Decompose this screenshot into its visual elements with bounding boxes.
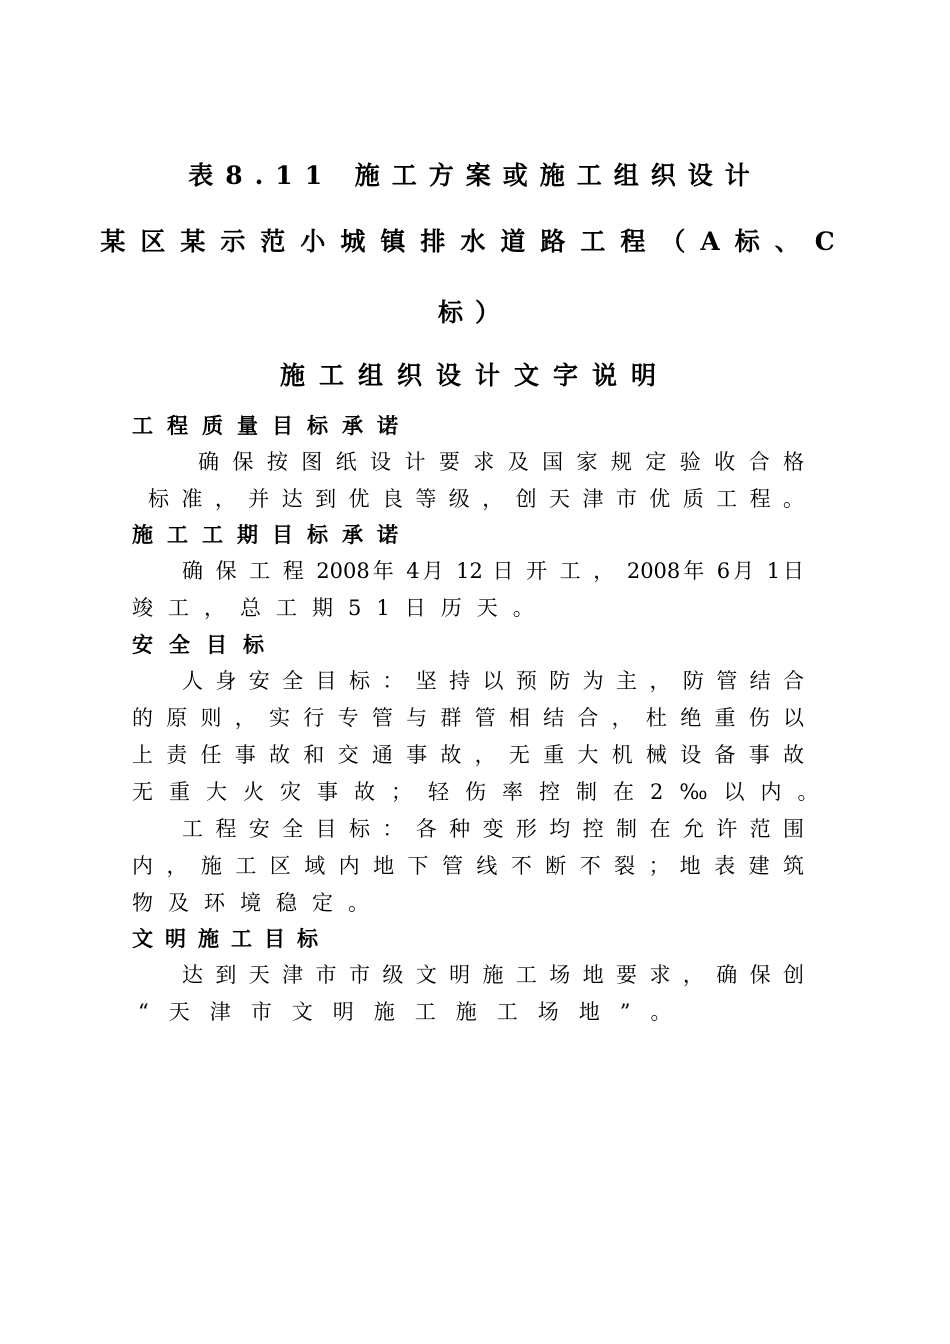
schedule-text-line-1: 确 保 工 程 2008年 4月 12 日 开 工 ， 2008年 6月 1日 — [182, 559, 804, 583]
schedule-text-line-2: 竣工，总工期51日历天。 — [132, 596, 549, 620]
quality-text-line-1: 确 保 按 图 纸 设 计 要 求 及 国 家 规 定 验 收 合 格 — [198, 450, 804, 474]
schedule-target-heading: 施工工期目标承诺 — [132, 522, 412, 547]
safety-text-line-3: 上 责 任 事 故 和 交 通 事 故 ， 无 重 大 机 械 设 备 事 故 — [132, 743, 804, 767]
quality-text-line-2: 标 准 ， 并 达 到 优 良 等 级 ， 创 天 津 市 优 质 工 程 。 — [148, 487, 804, 511]
civilized-construction-heading: 文明施工目标 — [132, 926, 330, 951]
safety-text-line-4: 无重大火灾事故；轻伤率控制在2‰以内。 — [132, 780, 835, 804]
safety-text-line-2: 的 原 则 ， 实 行 专 管 与 群 管 相 结 合 ， 杜 绝 重 伤 以 — [132, 706, 804, 730]
safety-text-line-1: 人 身 安 全 目 标 ： 坚 持 以 预 防 为 主 ， 防 管 结 合 — [182, 669, 804, 693]
safety-target-heading: 安全目标 — [132, 632, 280, 657]
civilized-text-line-1: 达 到 天 津 市 市 级 文 明 施 工 场 地 要 求 ， 确 保 创 — [182, 963, 804, 987]
safety-text-line-5: 工 程 安 全 目 标 ： 各 种 变 形 均 控 制 在 允 许 范 围 — [182, 817, 804, 841]
safety-text-line-7: 物及环境稳定。 — [132, 891, 384, 915]
civilized-text-line-2: “天津市文明施工施工场地”。 — [138, 1000, 692, 1024]
project-title-line-1: 某区某示范小城镇排水道路工程（A标、C — [100, 227, 850, 256]
section-title: 施工组织设计文字说明 — [279, 361, 670, 390]
table-title: 表8.11 施工方案或施工组织设计 — [188, 161, 762, 190]
quality-target-heading: 工程质量目标承诺 — [132, 413, 412, 438]
safety-text-line-6: 内 ， 施 工 区 域 内 地 下 管 线 不 断 不 裂 ； 地 表 建 筑 — [132, 854, 804, 878]
project-title-line-2: 标） — [437, 298, 512, 327]
